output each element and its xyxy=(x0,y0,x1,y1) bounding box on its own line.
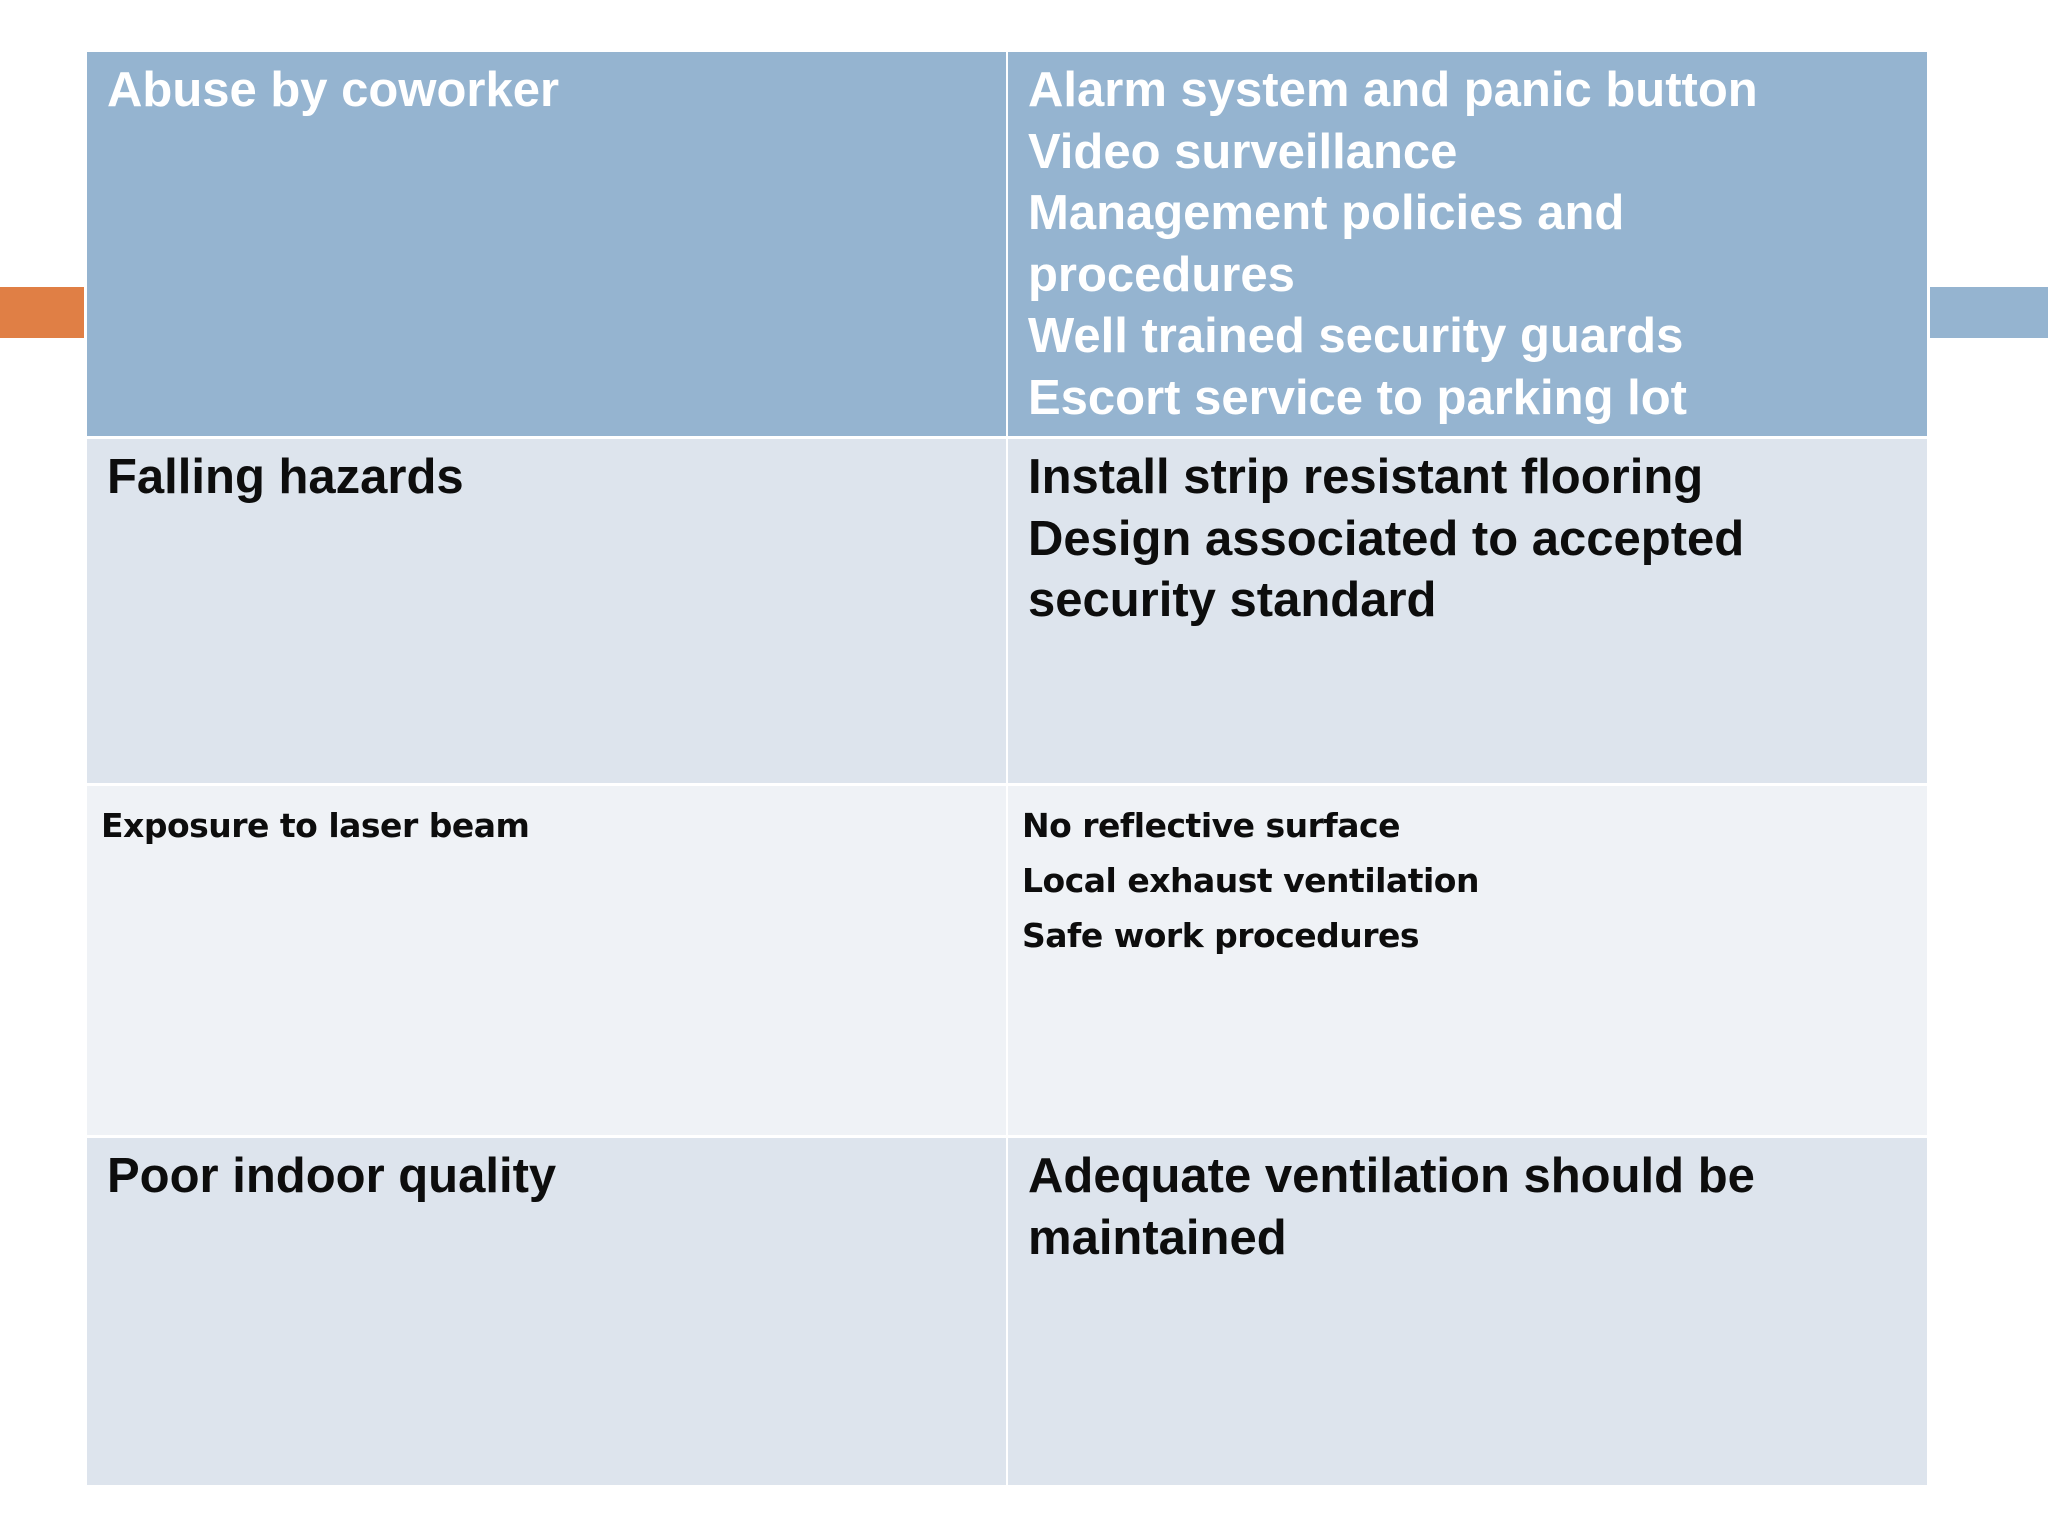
hazard-cell xyxy=(87,52,1006,436)
controls-cell xyxy=(1008,52,1927,436)
hazard-cell xyxy=(87,786,1006,1135)
accent-bar-left xyxy=(0,287,84,338)
control-line: No reflective surface xyxy=(1022,806,1400,845)
control-line: Adequate ventilation should be xyxy=(1028,1149,1755,1203)
hazard-text: Abuse by coworker xyxy=(107,63,560,117)
controls-cell xyxy=(1008,439,1927,783)
control-line: Video surveillance xyxy=(1028,124,1458,179)
control-line: Safe work procedures xyxy=(1022,916,1420,955)
hazard-text: Falling hazards xyxy=(107,450,464,504)
controls-cell xyxy=(1008,1138,1927,1485)
hazard-text: Exposure to laser beam xyxy=(101,806,530,845)
control-line: Well trained security guards xyxy=(1028,309,1684,363)
controls-cell xyxy=(1008,786,1927,1135)
control-line: maintained xyxy=(1028,1210,1287,1265)
control-line: Escort service to parking lot xyxy=(1028,370,1687,425)
control-line: Install strip resistant flooring xyxy=(1028,450,1704,504)
accent-bar-right xyxy=(1930,287,2048,338)
hazard-cell xyxy=(87,439,1006,783)
control-line: Alarm system and panic button xyxy=(1028,63,1758,117)
control-line: Local exhaust ventilation xyxy=(1022,861,1479,900)
control-line: Management policies and xyxy=(1028,186,1625,240)
control-line: security standard xyxy=(1028,573,1437,627)
hazard-cell xyxy=(87,1138,1006,1485)
control-line: procedures xyxy=(1028,247,1295,302)
hazard-text: Poor indoor quality xyxy=(107,1149,557,1203)
control-line: Design associated to accepted xyxy=(1028,511,1745,566)
hazard-control-table xyxy=(87,52,1927,1485)
